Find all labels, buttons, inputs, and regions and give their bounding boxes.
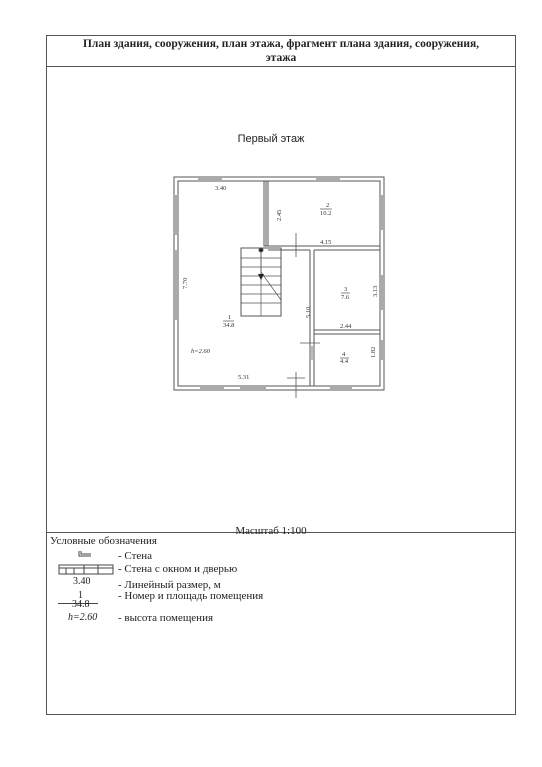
room-3-area: 7.6: [341, 294, 350, 301]
dim-770: 7.70: [182, 277, 189, 289]
legend-sample-height: h=2.60: [68, 612, 98, 623]
dim-415: 4.15: [320, 239, 332, 246]
room-1-area: 34.8: [223, 322, 235, 329]
legend-label: - высота помещения: [118, 612, 214, 624]
legend-label: - Стена с окном и дверью: [118, 563, 238, 575]
legend-label: - Линейный размер, м: [118, 579, 221, 591]
room-3-number: 3: [344, 286, 348, 293]
wall-window-door-icon: [58, 563, 114, 577]
title-line-2: этажа: [265, 52, 297, 64]
dim-313: 3.13: [372, 285, 379, 297]
legend-sample-dimension: 3.40: [73, 576, 91, 587]
room-2-area: 10.2: [320, 210, 332, 217]
legend-sample-room-number: 1: [78, 590, 83, 601]
dim-340: 3.40: [215, 185, 227, 192]
dim-245: 2.45: [276, 209, 283, 221]
title-line-1: План здания, сооружения, план этажа, фрагмент плана здания, сооружения,: [82, 38, 480, 50]
scale-label: Масштаб 1:100: [235, 525, 307, 537]
floor-title: Первый этаж: [237, 133, 305, 145]
room-1-number: 1: [228, 314, 232, 321]
dim-244: 2.44: [340, 323, 352, 330]
legend-label: - Стена: [118, 550, 153, 562]
dim-182: 1.82: [370, 346, 377, 358]
wall-symbol-icon: [78, 550, 92, 558]
legend-label: - Номер и площадь помещения: [118, 590, 264, 602]
legend-heading: Условные обозначения: [50, 535, 157, 547]
dim-510: 5.10: [305, 306, 312, 318]
room-4-number: 4: [342, 351, 346, 358]
room-4-area: 4.4: [340, 358, 349, 365]
legend-sample-room-area: 34.8: [72, 599, 90, 610]
room-2-number: 2: [326, 202, 330, 209]
dim-531: 5.31: [238, 374, 250, 381]
room-height: h=2.60: [191, 348, 211, 355]
